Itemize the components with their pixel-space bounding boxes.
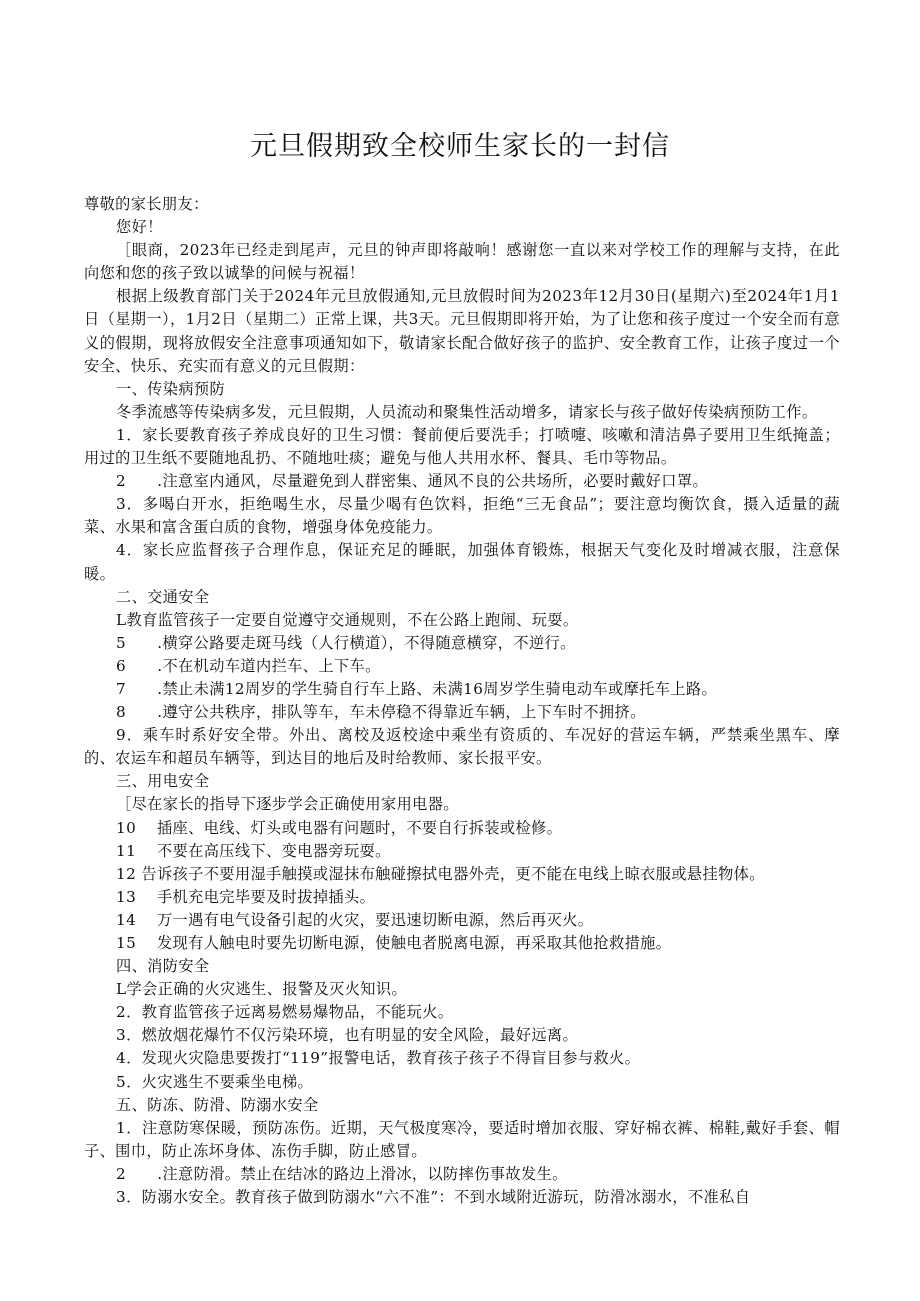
letter-paragraph: 11 不要在高压线下、变电器旁玩耍。 (116, 841, 391, 860)
letter-paragraph: 2 .注意防滑。禁止在结冰的路边上滑冰，以防摔伤事故发生。 (116, 1164, 568, 1183)
letter-paragraph: 三、用电安全 (116, 772, 210, 791)
letter-paragraph: 您好！ (116, 218, 163, 237)
letter-paragraph: 一、传染病预防 (116, 379, 226, 398)
letter-paragraph: 四、消防安全 (116, 957, 210, 976)
letter-paragraph: 7 .禁止未满12周岁的学生骑自行车上路、未满16周岁学生骑电动车或摩托车上路。 (116, 679, 718, 698)
letter-paragraph: 冬季流感等传染病多发，元旦假期，人员流动和聚集性活动增多，请家长与孩子做好传染病预防工作。 (116, 402, 818, 421)
letter-paragraph: 3．燃放烟花爆竹不仅污染环境，也有明显的安全风险，最好远离。 (116, 1026, 579, 1045)
letter-paragraph: 1．注意防寒保暖，预防冻伤。近期，天气极度寒冷，要适时增加衣服、穿好棉衣裤、棉鞋,戴好手套、帽子、围巾，防止冻坏身体、冻伤手脚，防止感冒。 (84, 1118, 840, 1160)
letter-paragraph: ［尽在家长的指导下逐步学会正确使用家用电器。 (116, 795, 459, 814)
letter-paragraph: 2 .注意室内通风，尽量避免到人群密集、通风不良的公共场所，必要时戴好口罩。 (116, 472, 709, 491)
letter-paragraph: ［眼商，2023年已经走到尾声，元旦的钟声即将敲响！感谢您一直以来对学校工作的理解与支持，在此向您和您的孩子致以诚挚的问候与祝福！ (84, 241, 840, 283)
letter-paragraph: 8 .遵守公共秩序，排队等车，车未停稳不得靠近车辆，上下车时不拥挤。 (116, 703, 646, 722)
letter-paragraph: 根据上级教育部门关于2024年元旦放假通知,元旦放假时间为2023年12月30日(星期六)至2024年1月1日（星期一），1月2日（星期二）正常上课，共3天。元旦假期即将开始，为了让您和孩子度过一个安全而有意义的假期，现将放假安全注意事项通知如下，敬请家长配合做好孩子的监护、安全教育工作，让孩子度过一个安全、快乐、充实而有意义的元旦假期： (84, 287, 840, 375)
letter-paragraph: 10 插座、电线、灯头或电器有问题时，不要自行拆装或检修。 (116, 818, 563, 837)
letter-paragraph: 5．火灾逃生不要乘坐电梯。 (116, 1072, 314, 1091)
letter-paragraph: 4．家长应监督孩子合理作息，保证充足的睡眠，加强体育锻炼，根据天气变化及时增减衣服，注意保暖。 (84, 541, 840, 583)
letter-paragraph: 13 手机充电完毕要及时拔掉插头。 (116, 887, 376, 906)
letter-paragraph: 15 发现有人触电时要先切断电源，使触电者脱离电源，再采取其他抢救措施。 (116, 934, 672, 952)
letter-paragraph: 五、防冻、防滑、防溺水安全 (116, 1095, 319, 1114)
letter-paragraph: 6 .不在机动车道内拦车、上下车。 (116, 656, 381, 675)
document-title: 元旦假期致全校师生家长的一封信 (250, 131, 670, 162)
letter-paragraph: 9．乘车时系好安全带。外出、离校及返校途中乘坐有资质的、车况好的营运车辆，严禁乘坐黑车、摩的、农运车和超员车辆等，到达目的地后及时给教师、家长报平安。 (84, 726, 840, 768)
letter-paragraph: L学会正确的火灾逃生、报警及灭火知识。 (116, 980, 408, 999)
letter-paragraph: 二、交通安全 (116, 587, 210, 606)
letter-paragraph: 14 万一遇有电气设备引起的火灾，要迅速切断电源，然后再灭火。 (116, 910, 594, 929)
letter-body (84, 193, 840, 1209)
letter-paragraph: 2．教育监管孩子远离易燃易爆物品，不能玩火。 (116, 1003, 454, 1022)
letter-paragraph: 1．家长要教育孩子养成良好的卫生习惯：餐前便后要洗手；打喷嚏、咳嗽和清洁鼻子要用卫生纸掩盖；用过的卫生纸不要随地乱扔、不随地吐痰；避免与他人共用水杯、餐具、毛巾等物品。 (84, 425, 840, 468)
letter-paragraph: 3．防溺水安全。教育孩子做到防溺水“六不准”：不到水域附近游玩，防滑冰溺水，不准私自 (116, 1188, 751, 1207)
letter-paragraph: 尊敬的家长朋友： (84, 195, 209, 213)
letter-paragraph: 12 告诉孩子不要用湿手触摸或湿抹布触碰擦拭电器外壳，更不能在电线上晾衣服或悬挂物体。 (116, 864, 765, 883)
letter-paragraph: L教育监管孩子一定要自觉遵守交通规则，不在公路上跑闹、玩耍。 (116, 610, 579, 629)
letter-paragraph: 4．发现火灾隐患要拨打“119”报警电话，教育孩子孩子不得盲目参与救火。 (116, 1049, 641, 1068)
letter-paragraph: 5 .横穿公路要走斑马线（人行横道），不得随意横穿，不逆行。 (116, 633, 576, 652)
letter-paragraph: 3．多喝白开水，拒绝喝生水，尽量少喝有色饮料，拒绝“三无食品”；要注意均衡饮食，摄入适量的蔬菜、水果和富含蛋白质的食物，增强身体免疫能力。 (84, 495, 840, 537)
